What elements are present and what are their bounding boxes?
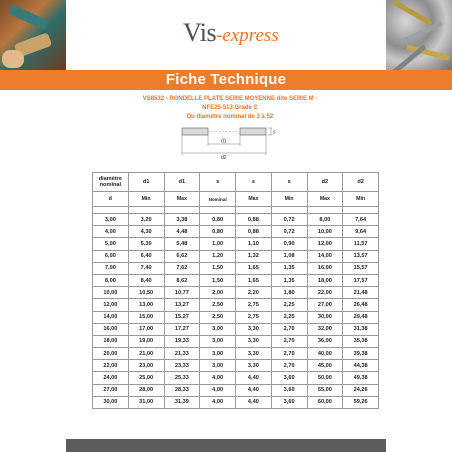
- table-cell: 5,00: [93, 238, 129, 250]
- table-cell: 3,00: [200, 335, 236, 347]
- table-cell: 0,72: [271, 214, 307, 226]
- table-cell: 13,57: [343, 250, 379, 262]
- table-cell: 6,00: [93, 250, 129, 262]
- table-cell: 2,50: [200, 311, 236, 323]
- table-row: [93, 323, 379, 335]
- table-cell: 16,00: [93, 323, 129, 335]
- table-cell: 2,70: [271, 323, 307, 335]
- subheader-cell: Nominal: [200, 192, 236, 207]
- table-row: [93, 238, 379, 250]
- table-row: [93, 214, 379, 226]
- header-cell: s: [200, 173, 236, 192]
- table-cell: 27,00: [93, 384, 129, 396]
- product-subtitle: [120, 95, 340, 122]
- table-cell: 1,65: [236, 274, 272, 286]
- washer-cross-section-diagram: [180, 122, 278, 162]
- table-cell: 2,25: [271, 299, 307, 311]
- subtitle-line-3: Du diamètre nominal de 3 à 52: [186, 114, 274, 120]
- title-bar: [0, 70, 452, 90]
- dimensions-table-wrapper: [92, 172, 379, 409]
- table-cell: 1,65: [236, 262, 272, 274]
- table-row: [93, 348, 379, 360]
- table-cell: 4,00: [200, 396, 236, 408]
- table-cell: 28,00: [128, 384, 164, 396]
- table-cell: 26,48: [343, 299, 379, 311]
- table-cell: 8,40: [128, 274, 164, 286]
- table-cell: 50,00: [307, 372, 343, 384]
- washer-right-section: [240, 128, 266, 135]
- table-cell: 2,50: [200, 299, 236, 311]
- table-cell: 10,00: [93, 287, 129, 299]
- table-cell: 60,00: [307, 396, 343, 408]
- table-cell: 0,80: [200, 226, 236, 238]
- table-cell: 0,88: [236, 214, 272, 226]
- table-cell: 4,00: [93, 226, 129, 238]
- table-cell: 21,33: [164, 348, 200, 360]
- table-cell: 3,60: [271, 384, 307, 396]
- header-cell: d1: [128, 173, 164, 192]
- table-cell: 13,00: [128, 299, 164, 311]
- table-cell: 10,77: [164, 287, 200, 299]
- table-cell: 2,70: [271, 360, 307, 372]
- table-cell: 5,30: [128, 238, 164, 250]
- table-cell: 21,00: [128, 348, 164, 360]
- table-cell: 39,38: [343, 348, 379, 360]
- washer-left-section: [182, 128, 208, 135]
- table-cell: 22,00: [307, 287, 343, 299]
- table-cell: 25,00: [128, 372, 164, 384]
- table-cell: 3,38: [164, 214, 200, 226]
- table-spacer-row: [93, 207, 379, 214]
- table-cell: 3,30: [236, 360, 272, 372]
- table-cell: 35,38: [343, 335, 379, 347]
- spacer-cell: [307, 207, 343, 214]
- table-cell: 1,80: [271, 287, 307, 299]
- table-cell: 0,72: [271, 226, 307, 238]
- table-cell: 21,48: [343, 287, 379, 299]
- table-cell: 6,62: [164, 250, 200, 262]
- spacer-cell: [93, 207, 129, 214]
- table-header-row: [93, 173, 379, 192]
- table-cell: 40,00: [307, 348, 343, 360]
- subheader-cell: Max: [236, 192, 272, 207]
- table-cell: 2,75: [236, 311, 272, 323]
- table-cell: 1,32: [236, 250, 272, 262]
- table-cell: 23,00: [128, 360, 164, 372]
- table-row: [93, 335, 379, 347]
- header-cell: d2: [343, 173, 379, 192]
- footer-bar: [66, 439, 386, 452]
- table-cell: 28,33: [164, 384, 200, 396]
- page-title: Fiche Technique: [165, 71, 287, 88]
- table-cell: 36,00: [307, 335, 343, 347]
- table-cell: 30,00: [93, 396, 129, 408]
- table-cell: 1,35: [271, 274, 307, 286]
- table-cell: 10,00: [307, 226, 343, 238]
- header-banner: [66, 0, 386, 70]
- table-cell: 2,25: [271, 311, 307, 323]
- table-cell: 14,00: [93, 311, 129, 323]
- header-photo-tools: [0, 0, 66, 70]
- table-cell: 4,40: [236, 384, 272, 396]
- table-cell: 22,00: [93, 360, 129, 372]
- table-cell: 12,00: [93, 299, 129, 311]
- table-cell: 1,35: [271, 262, 307, 274]
- table-cell: 6,40: [128, 250, 164, 262]
- spacer-cell: [271, 207, 307, 214]
- table-row: [93, 311, 379, 323]
- table-cell: 31,00: [128, 396, 164, 408]
- table-row: [93, 360, 379, 372]
- subtitle-line-2: NFE25-513 Grade C: [202, 105, 258, 111]
- subheader-cell: Max: [307, 192, 343, 207]
- table-row: [93, 384, 379, 396]
- table-cell: 18,00: [93, 335, 129, 347]
- header-cell: d1: [164, 173, 200, 192]
- table-row: [93, 250, 379, 262]
- table-row: [93, 287, 379, 299]
- table-cell: 7,64: [343, 214, 379, 226]
- table-cell: 1,50: [200, 262, 236, 274]
- table-cell: 32,00: [307, 323, 343, 335]
- table-cell: 0,90: [271, 238, 307, 250]
- table-cell: 15,27: [164, 311, 200, 323]
- table-cell: 10,50: [128, 287, 164, 299]
- table-cell: 2,75: [236, 299, 272, 311]
- table-cell: 55,00: [307, 384, 343, 396]
- header-cell: s: [236, 173, 272, 192]
- table-cell: 16,00: [307, 262, 343, 274]
- table-row: [93, 226, 379, 238]
- table-cell: 29,48: [343, 311, 379, 323]
- table-cell: 3,00: [200, 348, 236, 360]
- table-cell: 8,00: [307, 214, 343, 226]
- table-cell: 44,38: [343, 360, 379, 372]
- table-cell: 24,26: [343, 384, 379, 396]
- tool-shape: [8, 4, 48, 30]
- table-subheader-row: [93, 192, 379, 207]
- table-cell: 24,00: [93, 372, 129, 384]
- label-s: s: [273, 129, 276, 136]
- table-cell: 4,48: [164, 226, 200, 238]
- table-cell: 3,30: [236, 323, 272, 335]
- subtitle-line-1: VS8532 - RONDELLE PLATE SERIE MOYENNE dite SERIE M -: [142, 96, 318, 102]
- table-cell: 49,38: [343, 372, 379, 384]
- table-cell: 13,27: [164, 299, 200, 311]
- table-cell: 1,20: [200, 250, 236, 262]
- table-cell: 59,26: [343, 396, 379, 408]
- header-cell: d2: [307, 173, 343, 192]
- table-cell: 3,30: [236, 335, 272, 347]
- table-cell: 3,00: [200, 323, 236, 335]
- table-cell: 4,40: [236, 372, 272, 384]
- header-cell: s: [271, 173, 307, 192]
- table-cell: 4,00: [200, 372, 236, 384]
- table-cell: 15,57: [343, 262, 379, 274]
- logo-vis-text: Vis: [183, 18, 217, 47]
- dimensions-table: [92, 172, 379, 409]
- table-cell: 1,08: [271, 250, 307, 262]
- table-cell: 31,39: [164, 396, 200, 408]
- brand-logo: [183, 18, 279, 52]
- table-cell: 2,00: [200, 287, 236, 299]
- header-cell: diamètre nominal: [93, 173, 129, 192]
- table-cell: 3,30: [236, 348, 272, 360]
- table-cell: 11,57: [343, 238, 379, 250]
- table-cell: 23,33: [164, 360, 200, 372]
- subheader-cell: Min: [128, 192, 164, 207]
- table-cell: 0,80: [200, 214, 236, 226]
- table-cell: 3,00: [200, 360, 236, 372]
- table-cell: 3,60: [271, 372, 307, 384]
- table-cell: 17,27: [164, 323, 200, 335]
- table-cell: 2,20: [236, 287, 272, 299]
- subheader-cell: Min: [271, 192, 307, 207]
- table-row: [93, 299, 379, 311]
- subheader-cell: d: [93, 192, 129, 207]
- screw-shape: [392, 0, 433, 26]
- table-cell: 12,00: [307, 238, 343, 250]
- table-row: [93, 274, 379, 286]
- table-cell: 9,64: [343, 226, 379, 238]
- table-cell: 30,00: [307, 311, 343, 323]
- label-d2: d2: [221, 155, 227, 161]
- table-row: [93, 396, 379, 408]
- table-cell: 1,10: [236, 238, 272, 250]
- table-cell: 31,38: [343, 323, 379, 335]
- table-cell: 14,00: [307, 250, 343, 262]
- table-cell: 45,00: [307, 360, 343, 372]
- table-row: [93, 372, 379, 384]
- label-d1: d1: [221, 138, 227, 145]
- table-cell: 4,40: [236, 396, 272, 408]
- screw-shape: [401, 21, 443, 44]
- table-cell: 5,48: [164, 238, 200, 250]
- table-cell: 17,00: [128, 323, 164, 335]
- table-cell: 7,40: [128, 262, 164, 274]
- spacer-cell: [128, 207, 164, 214]
- table-cell: 27,00: [307, 299, 343, 311]
- table-cell: 4,00: [200, 384, 236, 396]
- table-cell: 17,57: [343, 274, 379, 286]
- subheader-cell: Min: [343, 192, 379, 207]
- spacer-cell: [164, 207, 200, 214]
- spacer-cell: [236, 207, 272, 214]
- table-cell: 8,62: [164, 274, 200, 286]
- table-cell: 2,70: [271, 348, 307, 360]
- table-cell: 1,00: [200, 238, 236, 250]
- table-cell: 7,62: [164, 262, 200, 274]
- spacer-cell: [343, 207, 379, 214]
- table-cell: 19,33: [164, 335, 200, 347]
- table-cell: 0,88: [236, 226, 272, 238]
- table-cell: 18,00: [307, 274, 343, 286]
- table-cell: 19,00: [128, 335, 164, 347]
- table-cell: 25,33: [164, 372, 200, 384]
- hand-shape: [2, 50, 24, 68]
- table-cell: 3,20: [128, 214, 164, 226]
- table-cell: 15,00: [128, 311, 164, 323]
- table-cell: 20,00: [93, 348, 129, 360]
- table-cell: 1,50: [200, 274, 236, 286]
- table-cell: 2,70: [271, 335, 307, 347]
- spacer-cell: [200, 207, 236, 214]
- logo-express-text: -express: [216, 25, 279, 46]
- table-cell: 7,00: [93, 262, 129, 274]
- table-cell: 3,00: [93, 214, 129, 226]
- header-photo-screws: [386, 0, 452, 70]
- table-cell: 4,30: [128, 226, 164, 238]
- table-row: [93, 262, 379, 274]
- subheader-cell: Max: [164, 192, 200, 207]
- table-cell: 3,60: [271, 396, 307, 408]
- table-cell: 8,00: [93, 274, 129, 286]
